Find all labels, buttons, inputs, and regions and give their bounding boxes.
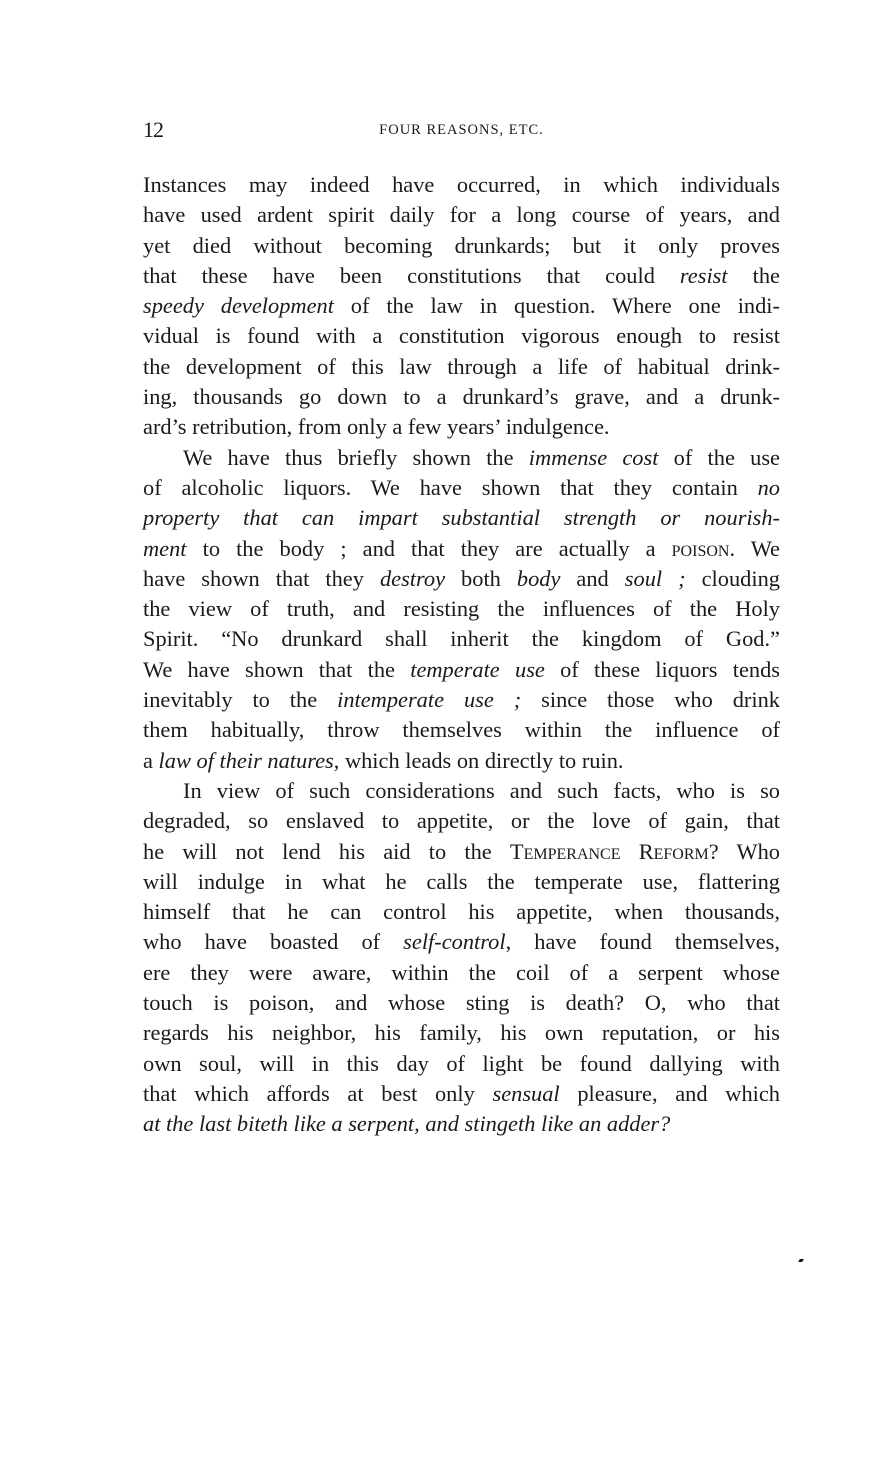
text-line	[143, 534, 780, 564]
text-run: ? Who	[708, 838, 780, 864]
text-run: , which leads on directly to ruin.	[333, 747, 624, 773]
italic-emphasis: destroy	[379, 565, 446, 591]
text-line	[143, 746, 780, 776]
text-line	[143, 837, 780, 867]
text-run: In view of such considerations and such facts, who is so	[183, 777, 780, 803]
italic-emphasis: body	[516, 565, 561, 591]
text-run: own soul, will in this day of light be found dallying with	[143, 1050, 780, 1076]
text-line	[143, 867, 780, 897]
text-run: touch is poison, and whose sting is death? O, who that	[143, 990, 780, 1016]
text-run: Instances may indeed have occurred, in which individuals	[143, 172, 780, 197]
text-run: . We	[729, 535, 780, 561]
text-run: ere they were aware, within the coil of a serpent whose	[143, 959, 780, 985]
text-line	[143, 776, 780, 806]
text-run: to the body ; and that they are actually a	[186, 535, 672, 561]
text-line	[143, 1109, 780, 1139]
text-run: ard’s retribution, from only a few years’ indulgence.	[143, 414, 610, 440]
text-line	[143, 594, 780, 624]
text-run: We have shown that the	[143, 656, 411, 682]
text-run: both	[445, 565, 517, 591]
text-line	[143, 958, 780, 988]
text-run: he will not lend his aid to the	[143, 838, 510, 864]
text-line	[143, 261, 780, 291]
text-run: since those who drink	[521, 687, 780, 713]
text-line	[143, 200, 780, 230]
italic-emphasis: ment	[143, 535, 187, 561]
text-run: clouding	[685, 565, 780, 591]
text-line	[143, 715, 780, 745]
italic-emphasis: at the last biteth like a serpent, and stingeth like an adder?	[143, 1111, 671, 1137]
text-run: pleasure, and which	[559, 1080, 780, 1106]
text-line	[143, 1079, 780, 1109]
italic-emphasis: temperate use	[410, 656, 545, 682]
text-run: and	[560, 565, 625, 591]
text-run: vidual is found with a constitution vigorous enough to resist	[143, 323, 780, 349]
page-number: 12	[143, 117, 163, 142]
text-run: regards his neighbor, his family, his own reputation, or his	[143, 1020, 780, 1046]
text-run: the development of this law through a life of habitual drink-	[143, 353, 780, 379]
text-run: of these liquors tends	[544, 656, 780, 682]
text-run: , have found themselves,	[505, 929, 780, 955]
italic-emphasis: soul ;	[624, 565, 686, 591]
text-line	[143, 170, 780, 200]
text-run: inevitably to the	[143, 687, 338, 713]
italic-emphasis: law of their natures	[158, 747, 334, 773]
italic-emphasis: immense cost	[528, 444, 659, 470]
text-line	[143, 382, 780, 412]
running-head	[143, 112, 780, 148]
text-line	[143, 897, 780, 927]
running-title: FOUR REASONS, ETC.	[379, 122, 544, 138]
text-run: of the law in question. Where one indi-	[333, 293, 780, 319]
text-run: a	[143, 747, 159, 773]
text-line	[143, 624, 780, 654]
text-run: of alcoholic liquors. We have shown that they contain	[143, 474, 758, 500]
text-run: that these have been constitutions that could	[143, 262, 680, 288]
text-run: of the use	[658, 444, 780, 470]
text-line	[143, 503, 780, 533]
italic-emphasis: self-control	[403, 929, 506, 955]
text-line	[143, 412, 780, 442]
italic-emphasis: no	[757, 474, 780, 500]
text-line	[143, 443, 780, 473]
text-run: them habitually, throw themselves within the influence of	[143, 717, 780, 743]
italic-emphasis: intemperate use ;	[337, 687, 522, 713]
text-run: that which affords at best only	[143, 1080, 493, 1106]
text-line	[143, 927, 780, 957]
scan-artifact-mark	[798, 1259, 804, 1262]
text-run: We have thus briefly shown the	[183, 444, 529, 470]
text-line	[143, 806, 780, 836]
italic-emphasis: resist	[679, 262, 728, 288]
text-line	[143, 352, 780, 382]
text-run: will indulge in what he calls the temperate use, flattering	[143, 868, 780, 894]
text-run: degraded, so enslaved to appetite, or the love of gain, that	[143, 808, 780, 834]
text-line	[143, 473, 780, 503]
text-run: himself that he can control his appetite, when thousands,	[143, 899, 780, 925]
small-caps-emphasis: Temperance Reform	[509, 838, 709, 864]
text-line	[143, 321, 780, 351]
text-line	[143, 1049, 780, 1079]
text-run: Spirit. “No drunkard shall inherit the kingdom of God.”	[143, 626, 780, 652]
text-run: the	[727, 262, 780, 288]
italic-emphasis: sensual	[492, 1080, 560, 1106]
text-run: have used ardent spirit daily for a long course of years, and	[143, 202, 780, 228]
body-text	[143, 170, 780, 1140]
text-line	[143, 231, 780, 261]
text-run: who have boasted of	[143, 929, 404, 955]
text-line	[143, 1018, 780, 1048]
text-run: ing, thousands go down to a drunkard’s grave, and a drunk-	[143, 384, 780, 410]
text-line	[143, 564, 780, 594]
text-line	[143, 655, 780, 685]
small-caps-emphasis: poison	[671, 535, 730, 561]
book-page	[143, 112, 780, 1140]
text-line	[143, 685, 780, 715]
italic-emphasis: speedy development	[143, 293, 334, 319]
text-run: have shown that they	[143, 565, 380, 591]
italic-emphasis: property that can impart substantial strength or nourish-	[143, 505, 780, 531]
text-line	[143, 988, 780, 1018]
text-run: yet died without becoming drunkards; but it only proves	[143, 232, 780, 258]
text-line	[143, 291, 780, 321]
text-run: the view of truth, and resisting the influences of the Holy	[143, 596, 780, 622]
